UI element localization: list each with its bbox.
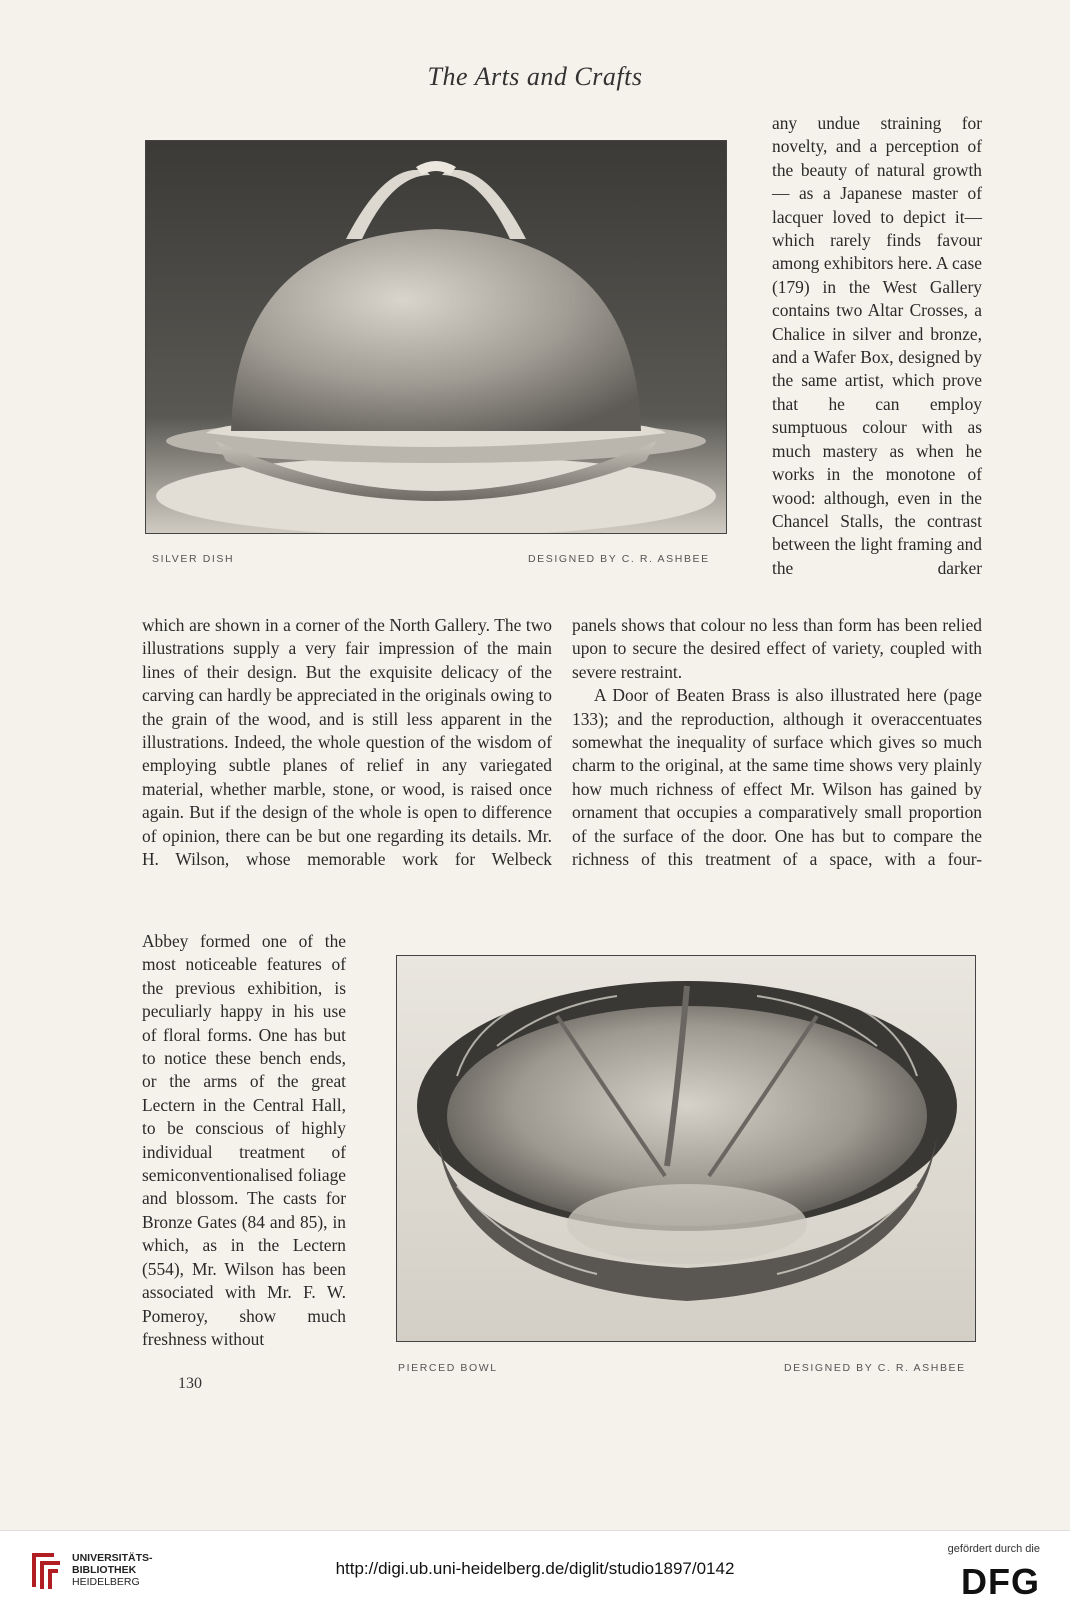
pierced-bowl-image [397, 956, 975, 1341]
digitization-footer [0, 1530, 1070, 1611]
caption-pierced-bowl-designer: DESIGNED BY C. R. ASHBEE [784, 1362, 966, 1374]
paragraph: A Door of Beaten Brass is also illustrated here (page 133); and the reproduction, although it overaccentuates somewhat the inequality of surface which gives so much charm to the original, at the same time shows very plainly how much richness of effect Mr. Wilson has gained by ornament that occupies a comparatively small proportion of the surface of the door. One has but to compare the richness of this treatment of a space, with a four- [572, 685, 982, 870]
library-name-line: UNIVERSITÄTS- [72, 1552, 153, 1564]
library-name-line: BIBLIOTHEK [72, 1564, 137, 1576]
silver-dish-image [146, 141, 726, 533]
caption-silver-dish-designer: DESIGNED BY C. R. ASHBEE [528, 553, 710, 565]
text-left-column [142, 614, 552, 871]
funding-label: gefördert durch die [947, 1543, 1040, 1555]
pierced-bowl-plate [396, 955, 976, 1342]
paragraph: which are shown in a corner of the North Gallery. The two illustrations supply a very fair impression of the main lines of their design. But the exquisite delicacy of the carving can hardly be appreciated in the originals owing to the grain of the wood, and is still less apparent in the illustrations. Indeed, the whole question of the wisdom of employing subtle planes of relief in any variegated material, whether marble, stone, or wood, is raised once again. But if the design of the whole is open to difference of opinion, there can be but one regarding its details. Mr. H. Wilson, whose memorable work for Welbeck [142, 615, 552, 870]
silver-dish-plate [145, 140, 727, 534]
text-right-column-top [772, 112, 982, 580]
paragraph: Abbey formed one of the most noticeable features of the previous exhibition, is peculiarly happy in his use of floral forms. One has but to notice these bench ends, or the arms of the great Lectern in the Central Hall, to be conscious of highly individual treatment of semiconventionalised foliage and blossom. The casts for Bronze Gates (84 and 85), in which, as in the Lectern (554), Mr. Wilson has been associated with Mr. F. W. Pomeroy, show much freshness without [142, 931, 346, 1349]
text-left-column-narrow [142, 930, 346, 1351]
caption-pierced-bowl-title: PIERCED BOWL [398, 1362, 498, 1374]
page-number: 130 [178, 1375, 202, 1392]
text-right-column-mid [572, 614, 982, 871]
caption-silver-dish-title: SILVER DISH [152, 553, 235, 565]
paragraph: panels shows that colour no less than form has been relied upon to secure the desired effect of variety, coupled with severe restraint. [572, 615, 982, 682]
dfg-logo: DFG [961, 1561, 1040, 1602]
running-header: The Arts and Crafts [427, 62, 643, 91]
paragraph: any undue straining for novelty, and a perception of the beauty of natural growth — as a Japanese master of lacquer loved to depict it—which rarely finds favour among exhibitors here. A case (179) in the West Gallery contains two Altar Crosses, a Chalice in silver and bronze, and a Wafer Box, designed by the same artist, which prove that he can employ sumptuous colour with as much mastery as when he works in the monotone of wood: although, even in the Chancel Stalls, the contrast between the light framing and the darker [772, 113, 982, 578]
library-name-line: HEIDELBERG [72, 1576, 140, 1588]
source-url-link[interactable]: http://digi.ub.uni-heidelberg.de/diglit/studio1897/0142 [335, 1559, 735, 1578]
